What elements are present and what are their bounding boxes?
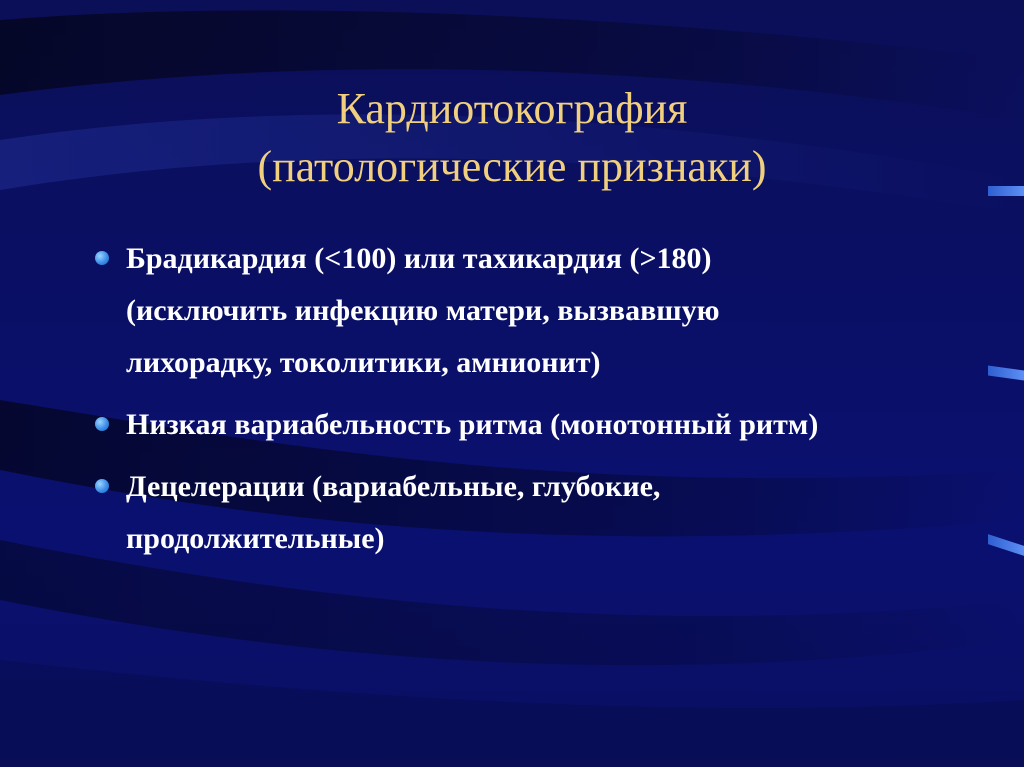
bullet-list (95, 233, 855, 575)
title-line-1: Кардиотокография (336, 84, 688, 133)
bullet-text-line: Брадикардия (<100) или тахикардия (>180) (126, 242, 712, 275)
bullet-text-line: (исключить инфекцию матери, вызвавшую (126, 294, 720, 327)
bullet-dot-icon (95, 479, 109, 493)
bullet-dot-icon (95, 251, 109, 265)
bullet-item (95, 233, 855, 389)
bullet-item (95, 399, 855, 451)
bullet-text-line: Низкая вариабельность ритма (монотонный ритм) (126, 408, 819, 441)
bullet-text-line: Децелерации (вариабельные, глубокие, (126, 470, 661, 503)
bullet-text-line: продолжительные) (126, 522, 385, 555)
title-line-2: (патологические признаки) (257, 142, 767, 191)
slide-title (0, 80, 1024, 196)
bullet-text-line: лихорадку, токолитики, амнионит) (126, 346, 601, 379)
bullet-item (95, 461, 855, 565)
bullet-dot-icon (95, 417, 109, 431)
